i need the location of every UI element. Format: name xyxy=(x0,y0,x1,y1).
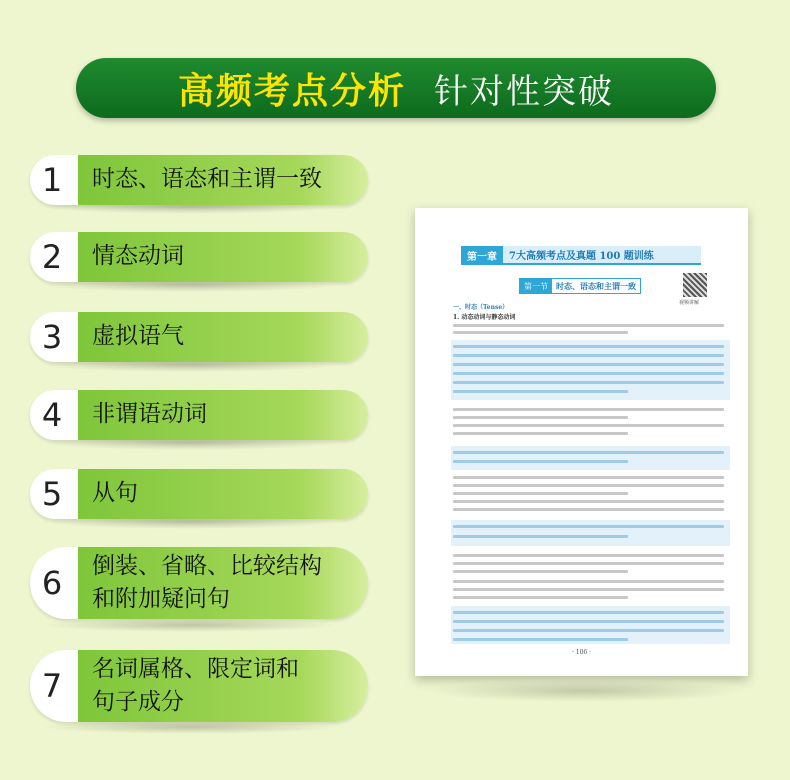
topic-number: 1 xyxy=(41,161,63,199)
text-line xyxy=(453,492,628,495)
text-line xyxy=(453,570,628,573)
topic-label: 非谓语动词 xyxy=(92,401,207,428)
text-line xyxy=(453,424,724,427)
page-number: · 106 · xyxy=(571,649,592,656)
topic-label: 倒装、省略、比较结构 和附加疑问句 xyxy=(92,552,322,612)
topic-number: 5 xyxy=(41,475,63,513)
info-box xyxy=(451,520,730,546)
text-line xyxy=(453,535,628,538)
topic-item-2 xyxy=(30,232,368,282)
text-line xyxy=(453,629,724,632)
text-line xyxy=(453,390,628,393)
page-shadow xyxy=(425,680,745,702)
text-line xyxy=(453,484,724,487)
banner-text: 针对性突破 xyxy=(434,71,614,112)
topic-label: 从句 xyxy=(92,480,138,507)
topic-label: 虚拟语气 xyxy=(92,323,184,350)
text-line xyxy=(453,324,724,327)
text-line xyxy=(453,408,724,411)
text-line xyxy=(453,588,724,591)
topic-number: 4 xyxy=(41,396,63,434)
text-line xyxy=(453,580,724,583)
topic-item-6 xyxy=(30,547,368,619)
text-line xyxy=(453,416,628,419)
item-shadow xyxy=(40,618,340,632)
chapter-title: 7大高频考点及真题 100 题训练 xyxy=(503,246,701,265)
item-shadow xyxy=(40,720,340,734)
text-line xyxy=(453,451,724,454)
topic-item-3 xyxy=(30,312,368,362)
chapter-tag: 第一章 xyxy=(461,246,503,265)
qr-code-icon xyxy=(683,273,707,297)
topic-number: 7 xyxy=(41,667,63,705)
topic-item-7 xyxy=(30,650,368,722)
topic-label: 名词属格、限定词和 句子成分 xyxy=(92,655,299,715)
section-header xyxy=(519,278,641,294)
topic-number: 2 xyxy=(41,238,63,276)
section-title: 时态、语态和主谓一致 xyxy=(556,280,636,291)
subheading: 一、时态（Tense） xyxy=(453,304,509,311)
text-line xyxy=(453,525,724,528)
topic-number: 6 xyxy=(41,564,63,602)
book-page-preview xyxy=(415,208,748,676)
subheading: 1. 动态动词与静态动词 xyxy=(453,314,516,321)
text-line xyxy=(453,611,724,614)
topic-label: 情态动词 xyxy=(92,243,184,270)
text-line xyxy=(453,345,724,348)
text-line xyxy=(453,638,628,641)
topic-label: 时态、语态和主谓一致 xyxy=(92,166,322,193)
section-tag: 第一节 xyxy=(520,279,552,293)
text-line xyxy=(453,460,628,463)
text-line xyxy=(453,354,724,357)
text-line xyxy=(453,500,724,503)
title-banner xyxy=(76,58,716,118)
text-line xyxy=(453,596,628,599)
topic-number: 3 xyxy=(41,318,63,356)
text-line xyxy=(453,620,724,623)
text-line xyxy=(453,331,628,334)
banner-highlight: 高频考点分析 xyxy=(177,70,406,112)
text-line xyxy=(453,554,724,557)
text-line xyxy=(453,562,724,565)
topic-item-1 xyxy=(30,155,368,205)
chapter-header xyxy=(461,246,701,265)
text-line xyxy=(453,432,628,435)
qr-label: 视频讲解 xyxy=(679,300,700,306)
text-line xyxy=(453,372,724,375)
text-line xyxy=(453,363,724,366)
text-line xyxy=(453,508,724,511)
topic-item-4 xyxy=(30,390,368,440)
text-line xyxy=(453,476,724,479)
info-box xyxy=(451,446,730,470)
text-line xyxy=(453,381,724,384)
topic-item-5 xyxy=(30,469,368,519)
